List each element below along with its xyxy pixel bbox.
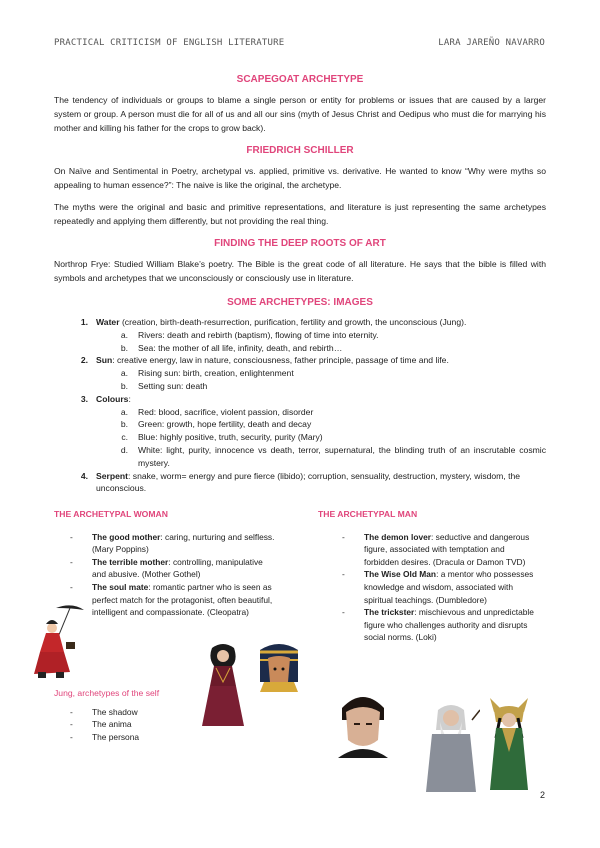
archetype-subletter: b.	[120, 419, 128, 430]
archetype-image-item	[54, 316, 546, 329]
archetype-term: Water	[96, 317, 120, 327]
man-item	[336, 531, 536, 569]
mother-gothel-figure	[198, 642, 248, 728]
archetype-number: 4.	[80, 470, 88, 481]
archetype-image-item	[54, 393, 546, 406]
woman-item-body	[92, 581, 276, 619]
archetype-subitem	[54, 418, 546, 431]
man-item	[336, 568, 536, 606]
archetype-term: Colours	[96, 393, 129, 404]
dash-bullet: -	[70, 531, 73, 542]
woman-section	[54, 508, 282, 619]
archetype-body	[96, 393, 131, 406]
images-section	[54, 297, 546, 495]
archetype-subtext: Green: growth, hope fertility, death and decay	[138, 419, 312, 430]
roots-section	[54, 238, 546, 285]
header-right: LARA JAREÑO NAVARRO	[438, 38, 545, 48]
man-item-term: The Wise Old Man	[364, 569, 437, 580]
archetype-term: Sun	[96, 355, 113, 366]
schiller-title: FRIEDRICH SCHILLER	[246, 145, 354, 156]
archetype-subletter: c.	[121, 432, 128, 443]
archetype-body	[96, 316, 466, 329]
archetype-subletter: a.	[120, 329, 128, 340]
archetype-image-item	[54, 470, 546, 496]
man-section	[318, 508, 546, 644]
images-title: SOME ARCHETYPES: IMAGES	[227, 297, 373, 308]
mary-poppins-figure	[26, 602, 86, 686]
archetype-desc: (creation, birth-death-resurrection, purification, fertility and growth, the unconscious (Jung).	[119, 317, 467, 327]
man-item-body	[364, 606, 536, 644]
woman-item-term: The good mother	[92, 531, 161, 542]
archetype-desc: :	[128, 393, 131, 404]
roots-title: FINDING THE DEEP ROOTS OF ART	[214, 238, 386, 249]
man-title: THE ARCHETYPAL MAN	[318, 509, 418, 519]
woman-item-desc: : caring, nurturing and selfless. (Mary Poppins)	[92, 531, 275, 555]
woman-item-term: The terrible mother	[92, 556, 169, 567]
archetype-body	[96, 354, 449, 367]
jung-item	[64, 706, 214, 719]
woman-list	[54, 531, 276, 619]
man-item-desc: : a mentor who possesses knowledge and wisdom, associated with spiritual teachings. (Dumbledore)	[364, 569, 534, 605]
scapegoat-text: The tendency of individuals or groups to blame a single person or entity for problems or issues that are caused by a larger system or group. A person must die for all of us and all our sins (myth of Jesus Christ and Oedipus who must die for marrying his mother and killing his father for the crops to grow back).	[54, 95, 546, 133]
jung-section	[54, 687, 214, 743]
archetype-subitem	[54, 444, 546, 470]
archetype-subletter: b.	[120, 380, 128, 391]
archetype-subitem	[54, 329, 546, 342]
man-item-desc: : seductive and dangerous figure, associated with temptation and forbidden desires. (Dracula or Damon TVD)	[364, 531, 530, 567]
woman-item-desc: : controlling, manipulative and abusive. (Mother Gothel)	[92, 556, 263, 580]
loki-figure	[484, 698, 534, 790]
woman-item-desc: : romantic partner who is seen as perfect match for the protagonist, often beautiful, intelligent and compassionate. (Cleopatra)	[92, 581, 273, 618]
archetype-desc: : creative energy, law in nature, consciousness, father principle, passage of time and life.	[112, 355, 449, 366]
archetype-subtext: Sea: the mother of all life, infinity, death, and rebirth…	[138, 342, 343, 353]
man-item-term: The trickster	[364, 607, 415, 618]
woman-item-body	[92, 531, 276, 556]
dash-bullet: -	[70, 731, 73, 742]
woman-item	[64, 556, 276, 581]
woman-item-term: The soul mate	[92, 581, 149, 592]
archetype-number: 1.	[80, 317, 88, 327]
dash-bullet: -	[70, 581, 73, 592]
man-item	[336, 606, 536, 644]
archetype-subitem	[54, 342, 546, 355]
jung-item	[64, 731, 214, 744]
archetype-subtext: Red: blood, sacrifice, violent passion, disorder	[138, 406, 314, 417]
jung-item	[64, 718, 214, 731]
jung-item-text: The anima	[92, 719, 132, 730]
archetype-number: 3.	[80, 393, 88, 404]
jung-list	[54, 706, 214, 744]
archetype-subletter: a.	[120, 406, 128, 417]
archetype-desc: : snake, worm= energy and pure fierce (libido); corruption, sensuality, destruction, mystery, wisdom, the unconscious.	[96, 470, 521, 494]
dash-bullet: -	[342, 569, 345, 580]
archetype-number: 2.	[80, 355, 88, 366]
dash-bullet: -	[70, 706, 73, 717]
archetype-subitem	[54, 406, 546, 419]
woman-title: THE ARCHETYPAL WOMAN	[54, 509, 168, 519]
cleopatra-figure	[254, 642, 304, 694]
archetype-subletter: b.	[120, 342, 128, 353]
dash-bullet: -	[70, 719, 73, 730]
dash-bullet: -	[70, 556, 73, 567]
images-list	[54, 316, 546, 495]
archetype-subtext: White: light, purity, innocence vs death, terror, supernatural, the blinding truth of an inscrutable cosmic mystery.	[138, 444, 546, 468]
jung-title: Jung, archetypes of the self	[54, 688, 160, 698]
woman-item	[64, 581, 276, 619]
page-number: 2	[539, 790, 545, 800]
man-item-desc: : mischievous and unpredictable figure who challenges authority and disrupts social norms. (Loki)	[364, 607, 534, 643]
schiller-text-1: On Naïve and Sentimental in Poetry, archetypal vs. applied, primitive vs. derivative. He wanted to know “Why were myths so appealing to human essence?”: The naive is like the original, the archetype.	[54, 166, 546, 190]
man-item-body	[364, 568, 536, 606]
dash-bullet: -	[342, 607, 345, 618]
woman-item	[64, 531, 276, 556]
archetype-subitem	[54, 367, 546, 380]
man-item-term: The demon lover	[364, 531, 432, 542]
scapegoat-section	[54, 74, 546, 135]
damon-figure	[334, 690, 392, 758]
jung-item-text: The shadow	[92, 706, 138, 717]
man-list	[318, 531, 536, 644]
archetype-body	[96, 470, 546, 496]
archetype-subtext: Rivers: death and rebirth (baptism), flowing of time into eternity.	[138, 329, 379, 340]
schiller-text-2: The myths were the original and basic and primitive representations, and literature is just representing the same archetypes repeatedly and applying them differently, but not providing the real thing.	[54, 202, 546, 226]
dumbledore-figure	[422, 700, 480, 792]
archetype-subtext: Setting sun: death	[138, 380, 208, 391]
archetype-subtext: Blue: highly positive, truth, security, purity (Mary)	[138, 432, 323, 443]
roots-text: Northrop Frye: Studied William Blake’s poetry. The Bible is the great code of all literature. He says that the bible is filled with symbols and archetypes that we unconsciously or consciously use in literature.	[54, 259, 546, 283]
archetype-subitem	[54, 380, 546, 393]
scapegoat-title: SCAPEGOAT ARCHETYPE	[236, 74, 364, 85]
jung-item-text: The persona	[92, 731, 140, 742]
archetype-subletter: a.	[120, 368, 128, 379]
dash-bullet: -	[342, 531, 345, 542]
man-item-body	[364, 531, 536, 569]
archetype-image-item	[54, 354, 546, 367]
archetype-term: Serpent	[96, 470, 128, 481]
header-left: PRACTICAL CRITICISM OF ENGLISH LITERATURE	[54, 38, 285, 48]
woman-item-body	[92, 556, 276, 581]
archetype-subtext: Rising sun: birth, creation, enlightenment	[138, 368, 294, 379]
schiller-section	[54, 145, 546, 228]
archetype-subitem	[54, 431, 546, 444]
archetype-subletter: d.	[120, 444, 128, 455]
